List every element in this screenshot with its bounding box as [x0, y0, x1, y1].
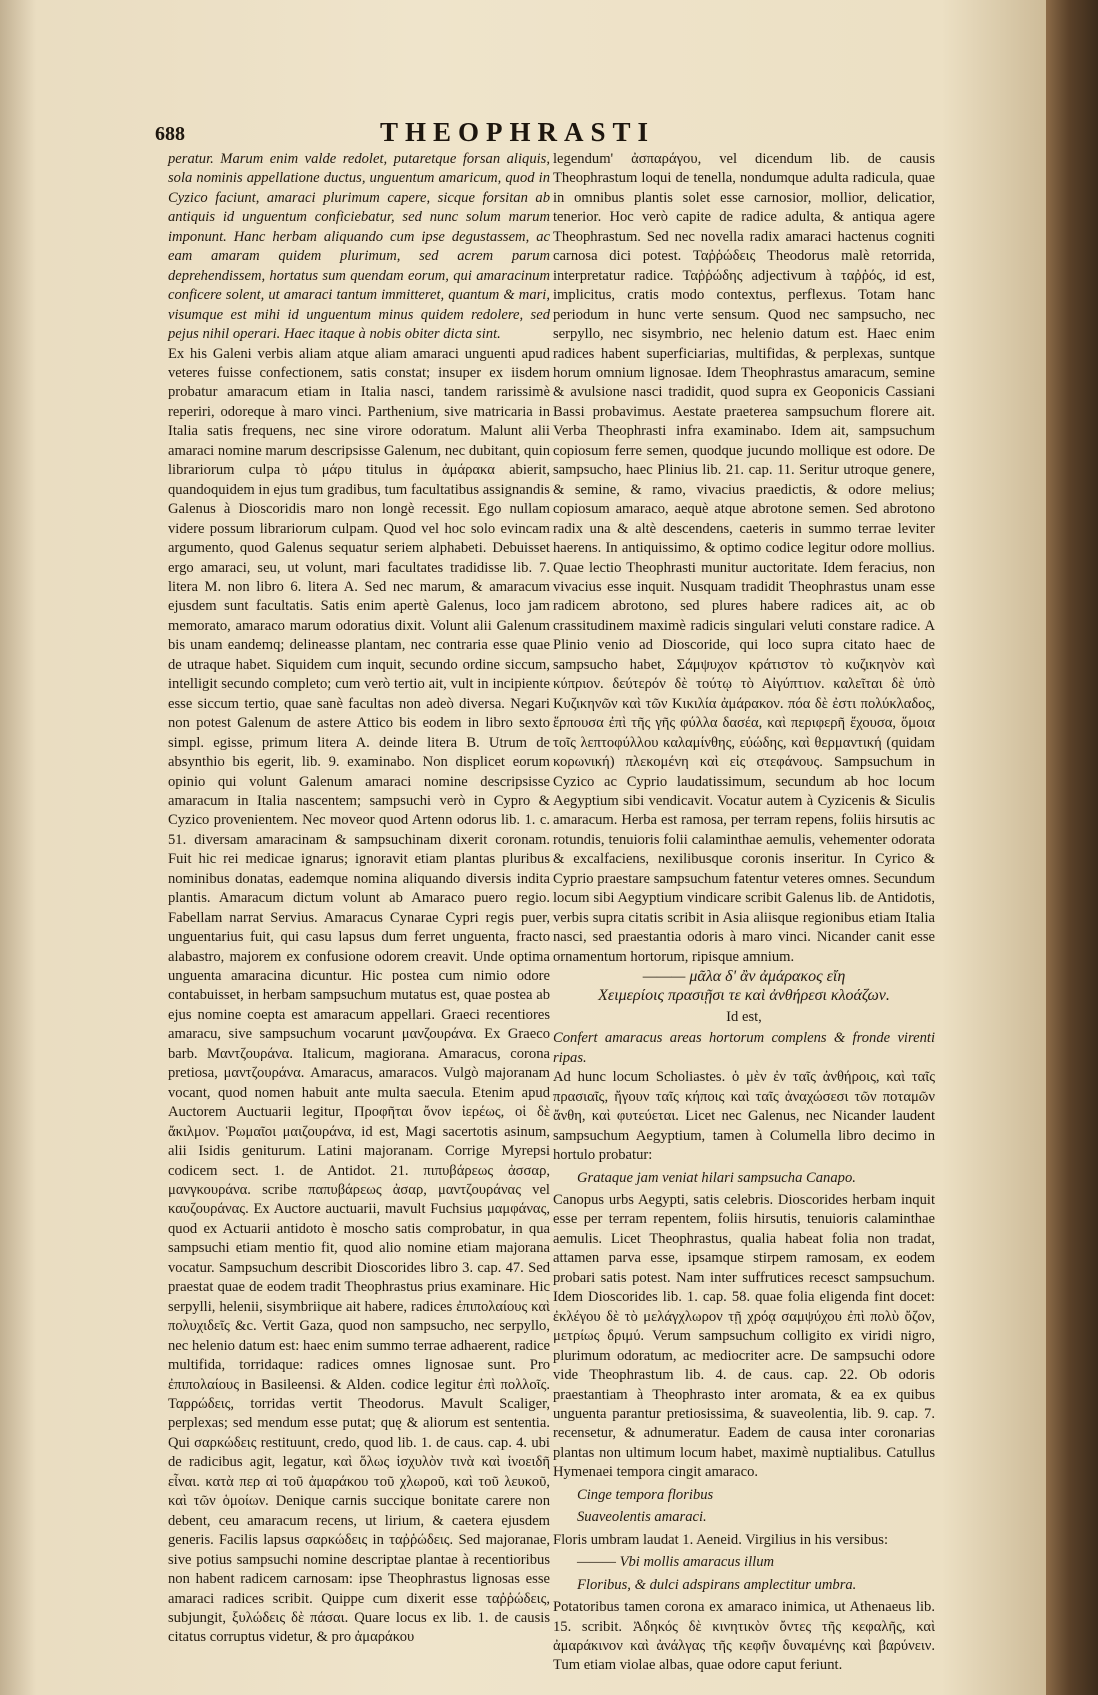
right-paragraph-1: legendum' ἀσπαράγου, vel dicendum lib. de causis Theophrastum loqui de tenella, nondumque adulta radicula, quae in omnibus plantis solet esse carnosior, mollior, delicatior, tenerior. Hoc verò capite de radice adulta, & antiqua agere Theophrastum. Sed nec novella radix amaraci hactenus cogniti carnosa dici potest. Ταῤῥώδεις Theodorus malè retorrida, interpretatur radice. Ταῤῥώδης adjectivum à ταῤῥός, id est, implicitus, cratis modo contextus, perflexus. Totam hanc periodum in hunc verte sensum. Quod nec sampsucho, nec serpyllo, nec sisymbrio, nec helenio datum est. Haec enim radices habent superficiarias, multifidas, & perplexas, suntque horum omnium lignosae. Idem Theophrastus amaracum, semine & avulsione nasci tradidit, quod supra ex Geoponicis Cassiani Bassi probavimus. Aestate praeterea sampsuchum florere ait. Verba Theophrasti infra examinabo. Idem ait, sampsuchum copiosum ferre semen, quodque jucundo mollique est odore. De sampsucho, haec Plinius lib. 21. cap. 11. Seritur utroque genere, & semine, & ramo, vivacius praedictis, & odore melius; copiosum amaraco, aequè atque abrotone semen. Sed abrotono radix una & altè descendens, caeteris in summo terrae leviter haerens. In antiquissimo, & optimo codice legitur odore mollius. Quae lectio Theophrasti munitur auctoritate. Idem feracius, non vivacius esse inquit. Nusquam tradidit Theophrastus unam esse radicem abrotono, sed plures habere radices ait, ac ob crassitudinem maximè radicis singulari veluti constare radice. A Plinio venio ad Dioscoride, qui loco supra citato haec de sampsucho habet, Σάμψυχον κράτιστον τὸ κυζικηνὸν καὶ κύπριον. δεύτερόν δὲ τούτῳ τὸ Αἰγύπτιον. καλεῖται δὲ ὑπὸ Κυζικηνῶν καὶ τῶν Κικιλία ἀμάρακον. πόα δὲ ἐστι πολύκλαδος, ἕρπουσα ἐπὶ τῆς γῆς φύλλα δασέα, καὶ περιφερῆ ἔχουσα, ὅμοια τοῖς λεπτοφύλλου καλαμίνθης, εὐώδης, καὶ θερμαντική (quidam κορωνική) πλεκομένη καὶ εἰς στεφάνους. Sampsuchum in Cyzico ac Cyprio laudatissimum, secundum ab hoc locum Aegyptium sibi vendicavit. Vocatur autem à Cyzicenis & Siculis amaracum. Herba est ramosa, per terram repens, foliis hirsutis ac rotundis, tenuioris folii calaminthae aemulis, vehementer odorata & excalfaciens, nexilibusque coronis inseritur. In Cyrico & Cyprio praestare sampsuchum fatentur veteres omnes. Secundum locum sibi Aegyptium vindicare scribit Galenus lib. de Antidotis, verbis supra citatis scribit in Asia aliisque regionibus etiam Italia nasci, sed praestantia odoris à maro vinci. Nicander canit esse ornamentum hortorum, ripisque amnium. [553, 151, 935, 965]
right-paragraph-2: Ad hunc locum Scholiastes. ὁ μὲν ἐν ταῖς ἀνθήροις, καὶ ταῖς πρασιαῖς, ἤγουν ταῖς κήποις καὶ ταῖς ἀναχώσεσι τῶν ποταμῶν ἄνθη, καὶ φυτεύεται. Licet nec Galenus, nec Nicander laudent sampsuchum Aegyptium, tamen à Columella libro decimo in hortulo probatur: [553, 1069, 935, 1164]
right-paragraph-4: Floris umbram laudat 1. Aeneid. Virgilius in his versibus: [553, 1531, 889, 1548]
left-paragraph-1: peratur. Marum enim valde redolet, putaretque forsan aliquis, sola nominis appellatione ductus, unguentum amaricum, quod in Cyzico faciunt, amaraci plurimum capere, sicque forsitan ab antiquis id unguentum conficiebatur, sed nunc solum marum imponunt. Hanc herbam aliquando cum ipse degustassem, ac eam amaram quidem plurimum, sed acrem parum deprehendissem, hortatus sum quendam eorum, qui amaracinum conficere solent, ut amaraci tantum immitteret, quantum & mari, visumque est mihi id unguentum minus quidem redolere, sed pejus nihil operari. Haec itaque à nobis obiter dicta sint. [168, 151, 550, 343]
left-text-column [168, 150, 550, 1646]
right-paragraph-3: Canopus urbs Aegypti, satis celebris. Dioscorides herbam inquit esse per terram repentem, foliis hirsutis, tenuioris calaminthae aemulis. Licet Theophrastus, qualia habeat folia non tradat, attamen parva esse, ipsamque stirpem ramosam, ex eodem probari satis potest. Nam inter suffrutices recesct sampsuchum. Idem Dioscorides lib. 1. cap. 58. quae folia eligenda fint docet: ἐκλέγου δὲ τὸ μελάγχλωρον τῇ χρόᾳ σαμψύχου ἐπὶ πολὺ ὄζον, μετρίως δριμύ. Verum sampsuchum colligito ex viridi nigro, plurimum odoratum, ac mediocriter acre. De sampsuchi odore vide Theophrastum lib. 4. de caus. cap. 22. Ob odoris praestantiam à Theophrasto inter aromata, & ea ex quibus unguenta parantur pretiosissima, & suaveolentia, lib. 9. cap. 7. recensetur, & adnumeratur. Eadem de causa inter coronarias plantas non ultimum locum habet, maximè nuptialibus. Catullus Hymenaei tempora cingit amaraco. [553, 1192, 935, 1481]
book-spine-edge [1046, 0, 1098, 1695]
right-paragraph-5: Potatoribus tamen corona ex amaraco inimica, ut Athenaeus lib. 15. scribit. Ἀδηκός δὲ κινητικὸν ὄντες τῆς κεφαλῆς, καὶ ἀμαράκινον καὶ ἀνάλγας τῆς κεφῆν δυναμένης καὶ βαρύνειν. Tum etiam violae albas, quae odore caput feriunt. [553, 1599, 935, 1674]
right-text-column [553, 150, 935, 1674]
left-paragraph-2: Ex his Galeni verbis aliam atque aliam amaraci unguenti apud veteres fuisse confectionem, satis constat; insuper ex iisdem probatur amaracum etiam in Italia nasci, tandem rarissimè reperiri, odoreque à maro vinci. Parthenium, sive matricaria in Italia satis frequens, nec sine virore odoratum. Malunt alii amaraci nomine marum descripsisse Galenum, nec dubitant, quin librariorum culpa τὸ μάρυ titulus in ἀμάρακα abierit, quandoquidem in ejus tum gradibus, tum facultatibus assignandis Galenus à Dioscoridis maro non longè recessit. Ego nullam videre possum librariorum culpam. Quod vel hoc solo evincam argumento, quod Galenus sequatur seriem alphabeti. Debuisset ergo amaraci, seu, ut volunt, mari facultates tradidisse lib. 7. litera M. non libro 6. litera A. Sed nec marum, & amaracum ejusdem sunt facultatis. Satis enim apertè Galenus, loco jam memorato, amaraco marum odoratius dixit. Volunt alii Galenum bis unam eandemq; delineasse plantam, nec contraria esse quae de utraque habet. Siquidem cum inquit, secundo ordine siccum, intelligit secundo completo; cum verò tertio ait, vult in incipiente esse siccum tertio, quae sanè facultas non adeò diversa. Negari non potest Galenum de astere Attico bis eodem in libro sexto simpl. egisse, primum litera A. deinde litera B. Utrum de absynthio bis egerit, lib. 9. examinabo. Non displicet eorum opinio qui volunt Galenum amaraci nomine descripsisse amaracum in Italia nascentem; sampsuchi verò in Cypro & Cyzico provenientem. Nec moveor quod Artenn odorus lib. 1. c. 51. diversam amaracinam & sampsuchinam dixerit coronam. Fuit hic rei medicae ignarus; ignoravit etiam plantas pluribus nominibus donatas, eademque nomina aliquando diversis indita plantis. Amaracum dictum volunt ab Amaraco puero regio. Fabellam narrat Servius. Amaracus Cynarae Cypri regis puer, unguentarius fuit, qui casu lapsus dum ferret unguenta, fracto alabastro, majorem ex confusione odorem creavit. Unde optima unguenta amaracina dicuntur. Hic postea cum nimio odore contabuisset, in herbam sampsuchum mutatus est, quae postea ab ejus nomine coepta est amaracum appellari. Graeci recentiores amaracu, sive sampsuchum vocarunt μανζουράνα. Ex Graeco barb. Μαντζουράνα. Italicum, magiorana. Amaracus, corona pretiosa, μαντζουράνα. Amaracus, amaracos. Vulgò majoranam vocant, quod nomen habuit ante multa saecula. Etenim apud Auctorem Auctuarii legitur, Προφῆται ὄνον ἱερέως, οἱ δὲ ἄκιλμον. Ῥωμαῖοι μαιζουράνα, id est, Magi sacertotis asinum, alii Isidis geniturum. Latini majoranam. Corrige Myrepsi codicem sect. 1. de Antidot. 21. πιπυβάρεως ἀσσαρ, μανγκουράνα. scribe παπυβάρεως ἀσαρ, μαντζουράνας vel καυζουράνας. Ex Auctore auctuarii, mavult Fuchsius μαμφάνας, quod ex Actuarii antidoto è moscho satis comprobatur, in qua sampsuchi etiam mentio fit, quod alio nomine etiam majorana vocatur. Sampsuchum describit Dioscorides libro 3. cap. 47. Sed praestat quae de eodem tradit Theophrastus prius examinare. Hic serpylli, helenii, sisymbriique ait habere, radices ἐπιπολαίους καὶ πολυχιδεῖς &c. Vertit Gaza, quod non sampsucho, nec serpyllo, nec helenio datum est: haec enim summo terrae adhaerent, radice multifida, torridaque: radices omnes lignosae sunt. Pro ἐπιπολαίους in Basileensi. & Alden. codice legitur ἐπὶ πολλοῖς. Ταρρώδεις, torridas vertit Theodorus. Mavult Scaliger, perplexas; sed mendum esse putat; quę & aliorum est sententia. Qui σαρκώδεις restituunt, credo, quod lib. 1. de caus. cap. 4. ubi de radicibus agit, legatur, καὶ ὅλως ἰσχυλὸν τινὰ καὶ ἰνοειδῆ εἶναι. κατὰ περ αἱ τοῦ ἀμαράκου τοῦ χλωροῦ, καὶ τοῦ λευκοῦ, καὶ τῶν ὁμοίων. Denique carnis succique bonitate carere non debent, ceu amaracum recens, ut lirium, & caetera ejusdem generis. Facilis lapsus σαρκώδεις in ταῤῥώδεις. Sed majoranae, sive potius sampsuchi nomine descriptae plantae à recentioribus non habent radicem carnosam: ipse Theophrastus lignosas esse amaraci radices scribit. Quippe cum dixerit esse ταῤῥώδεις, subjungit, ξυλώδεις δὲ πάσαι. Quare locus ex lib. 1. de causis citatus corruptus videtur, & pro ἀμαράκου [168, 345, 550, 1646]
verse-quote-catullus-1: Cinge tempora floribus [577, 1486, 714, 1503]
page-header [155, 117, 935, 151]
verse-quote-virgil-2: Floribus, & dulci adspirans amplectitur umbra. [577, 1576, 857, 1593]
page-shadow [0, 0, 36, 1695]
verse-quote-virgil-1: ——— Vbi mollis amaracus illum [577, 1554, 775, 1571]
verse-quote-columella: Grataque jam veniat hilari sampsucha Canapo. [577, 1169, 856, 1186]
page-number: 688 [155, 123, 185, 145]
greek-verse-line-1: ——— μᾶλα δ' ἂν ἀμάρακος εἴη [642, 968, 846, 986]
id-est-label: Id est, [726, 1008, 762, 1025]
running-title: THEOPHRASTI [380, 117, 656, 147]
latin-translation: Confert amaracus areas hortorum complens & fronde virenti ripas. [553, 1030, 935, 1066]
greek-verse-line-2: Χειμερίοις πρασιῇσι τε καὶ ἀνθήρεσι κλοάζων. [598, 987, 890, 1005]
verse-quote-catullus-2: Suaveolentis amaraci. [577, 1509, 707, 1526]
